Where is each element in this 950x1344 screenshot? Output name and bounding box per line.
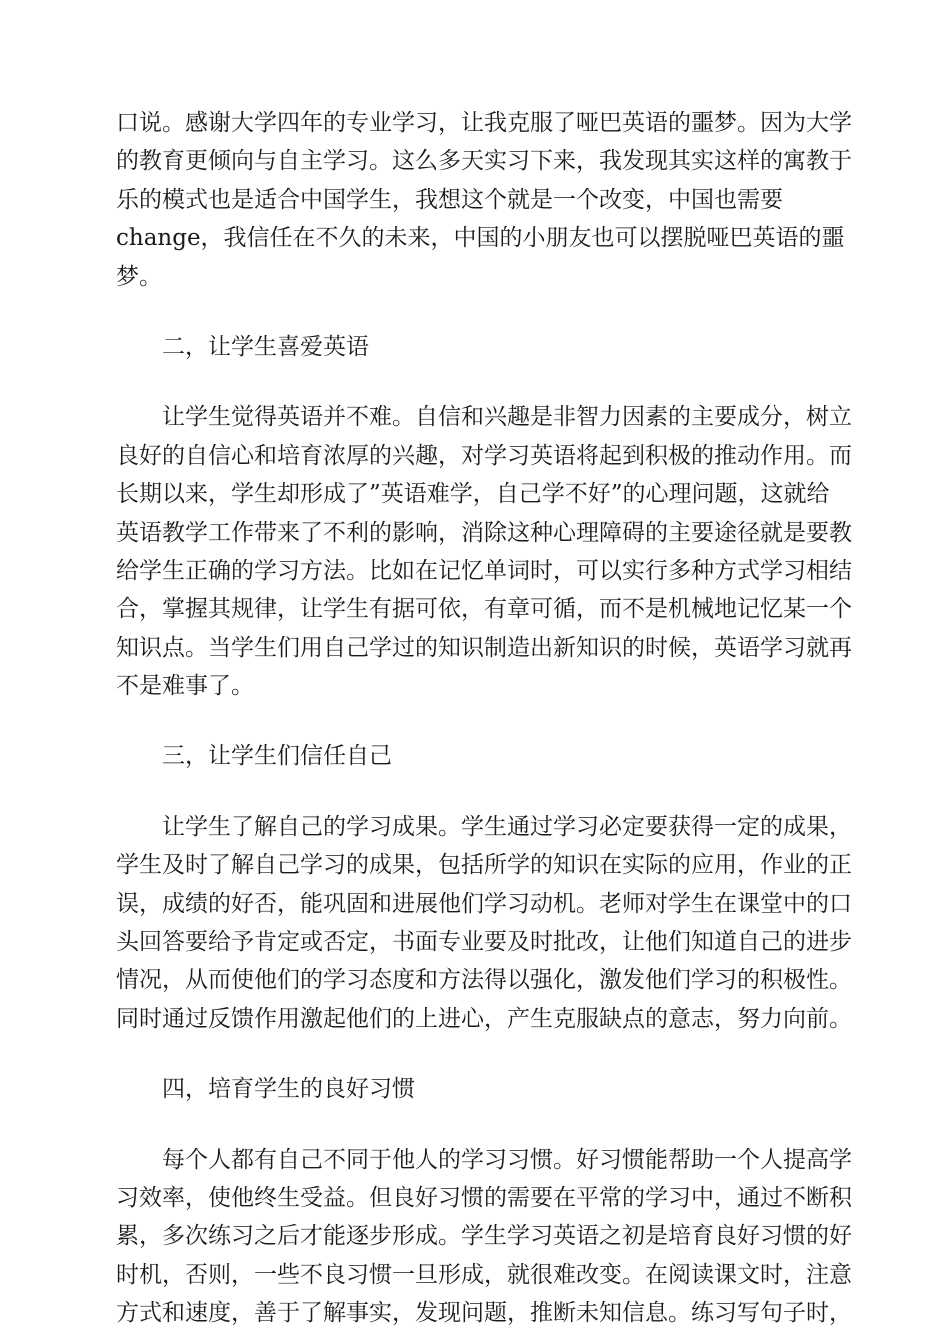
text-line: change，我信任在不久的未来，中国的小朋友也可以摆脱哑巴英语的噩 [116,225,845,252]
document-page [116,104,852,1333]
text-line: 英语教学工作带来了不利的影响，消除这种心理障碍的主要途径就是要教 [116,519,852,546]
text-line: 长期以来，学生却形成了”英语难学，自己学不好”的心理问题，这就给 [116,481,830,508]
text-line: 梦。 [116,263,162,290]
text-line: 的教育更倾向与自主学习。这么多天实习下来，我发现其实这样的寓教于 [116,148,852,175]
text-line: 良好的自信心和培育浓厚的兴趣，对学习英语将起到积极的推动作用。而 [116,442,852,469]
text-line: 情况，从而使他们的学习态度和方法得以强化，激发他们学习的积极性。 [116,967,852,994]
section-heading-text: 四，培育学生的良好习惯 [162,1076,415,1103]
text-line: 头回答要给予肯定或否定，书面专业要及时批改，让他们知道自己的进步 [116,929,852,956]
text-line: 每个人都有自己不同于他人的学习习惯。好习惯能帮助一个人提高学 [116,1146,852,1173]
text-line: 累，多次练习之后才能逐步形成。学生学习英语之初是培育良好习惯的好 [116,1223,852,1250]
text-line: 习效率，使他终生受益。但良好习惯的需要在平常的学习中，通过不断积 [116,1184,852,1211]
paragraph [116,104,852,296]
text-line: 方式和速度，善于了解事实，发现问题，推断未知信息。练习写句子时， [116,1300,852,1327]
text-line: 不是难事了。 [116,673,254,700]
section-heading-text: 三，让学生们信任自己 [162,743,392,770]
text-line: 知识点。当学生们用自己学过的知识制造出新知识的时候，英语学习就再 [116,634,852,661]
section-heading [116,328,836,366]
text-line: 合，掌握其规律，让学生有据可依，有章可循，而不是机械地记忆某一个 [116,596,852,623]
paragraph [116,1141,852,1333]
text-line: 学生及时了解自己学习的成果，包括所学的知识在实际的应用，作业的正 [116,852,852,879]
text-line: 让学生觉得英语并不难。自信和兴趣是非智力因素的主要成分，树立 [116,404,852,431]
section-heading-text: 二，让学生喜爱英语 [162,333,369,360]
paragraph [116,808,852,1038]
text-line: 给学生正确的学习方法。比如在记忆单词时，可以实行多种方式学习相结 [116,557,852,584]
section-heading [116,737,836,775]
text-line: 同时通过反馈作用激起他们的上进心，产生克服缺点的意志，努力向前。 [116,1005,852,1032]
paragraph [116,398,852,705]
text-line: 误，成绩的好否，能巩固和进展他们学习动机。老师对学生在课堂中的口 [116,890,852,917]
section-heading [116,1070,836,1108]
text-line: 时机，否则，一些不良习惯一旦形成，就很难改变。在阅读课文时，注意 [116,1261,852,1288]
text-line: 口说。感谢大学四年的专业学习，让我克服了哑巴英语的噩梦。因为大学 [116,110,852,136]
text-line: 让学生了解自己的学习成果。学生通过学习必定要获得一定的成果， [116,813,852,840]
text-line: 乐的模式也是适合中国学生，我想这个就是一个改变，中国也需要 [116,186,783,213]
